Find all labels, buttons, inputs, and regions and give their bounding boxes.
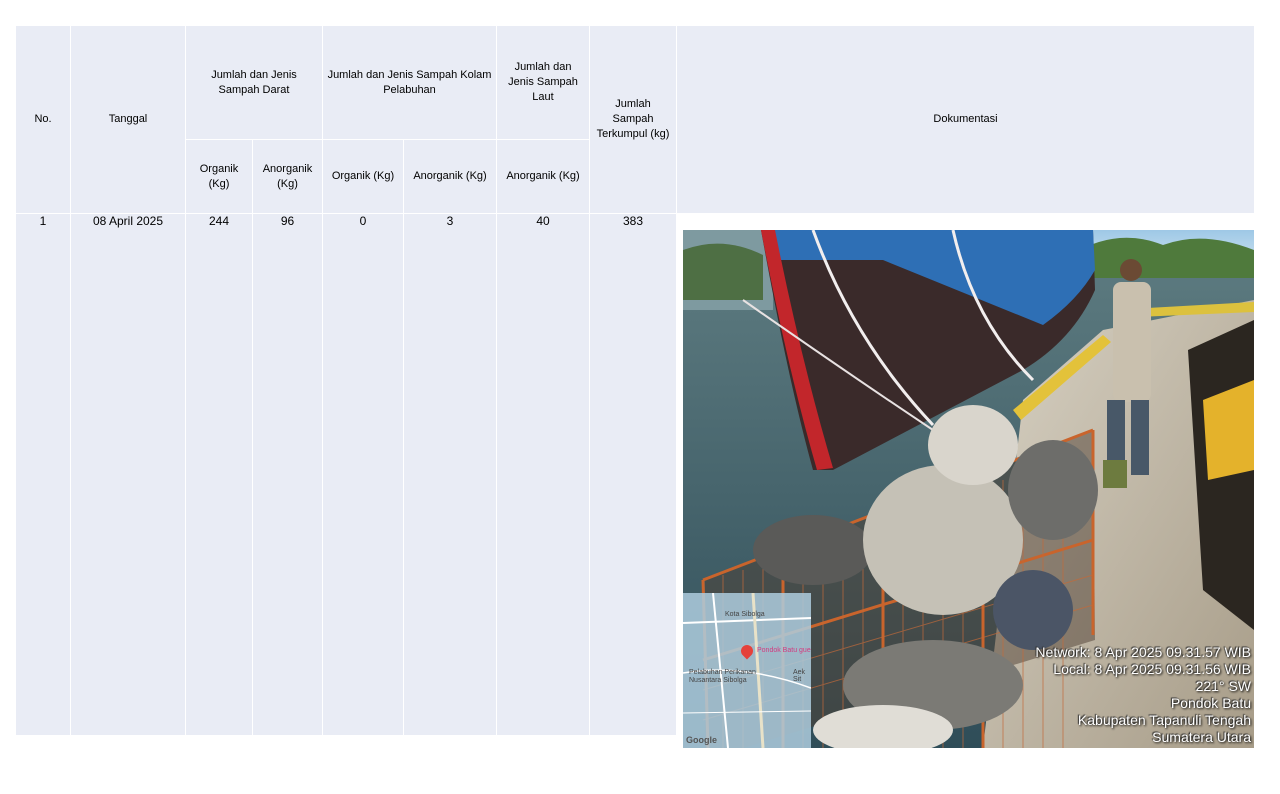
header-kolam-anorganik: Anorganik (Kg)	[404, 140, 496, 213]
header-dokumentasi: Dokumentasi	[677, 26, 1254, 213]
row-darat-anorganik: 96	[280, 214, 295, 228]
row-terkumpul: 383	[622, 214, 644, 228]
header-terkumpul: Jumlah Sampah Terkumpul (kg)	[590, 26, 676, 213]
map-label-city: Kota Sibolga	[725, 611, 765, 618]
body-col-darat-anorganik	[253, 214, 322, 735]
row-laut-anorganik: 40	[536, 214, 550, 228]
waste-report-table	[16, 26, 1254, 745]
body-col-tanggal	[71, 214, 185, 735]
location-minimap	[683, 593, 811, 748]
body-col-laut-anorganik	[497, 214, 589, 735]
body-col-kolam-organik	[323, 214, 403, 735]
body-col-kolam-anorganik	[404, 214, 496, 735]
header-kolam-organik: Organik (Kg)	[323, 140, 403, 213]
stamp-direction: 221° SW	[1195, 678, 1251, 694]
body-col-darat-organik	[186, 214, 252, 735]
stamp-place: Pondok Batu	[1170, 695, 1251, 711]
documentation-photo	[683, 230, 1254, 748]
gps-timestamp-stamp	[1035, 644, 1251, 746]
map-label-aek: Aek Sit	[793, 669, 806, 683]
header-kolam: Jumlah dan Jenis Sampah Kolam Pelabuhan	[323, 26, 496, 139]
row-no: 1	[39, 214, 47, 228]
header-tanggal: Tanggal	[71, 26, 185, 213]
header-darat-organik: Organik (Kg)	[186, 140, 252, 213]
header-laut: Jumlah dan Jenis Sampah Laut	[497, 26, 589, 139]
stamp-province: Sumatera Utara	[1152, 729, 1251, 745]
google-logo: Google	[686, 735, 717, 745]
header-laut-anorganik: Anorganik (Kg)	[497, 140, 589, 213]
body-col-terkumpul	[590, 214, 676, 735]
header-darat-anorganik: Anorganik (Kg)	[253, 140, 322, 213]
row-kolam-organik: 0	[359, 214, 367, 228]
map-label-pondok: Pondok Batu gue	[757, 647, 811, 654]
body-col-no	[16, 214, 70, 735]
row-tanggal: 08 April 2025	[92, 214, 164, 228]
row-darat-organik: 244	[208, 214, 230, 228]
stamp-network-time: Network: 8 Apr 2025 09.31.57 WIB	[1035, 644, 1251, 660]
map-label-pelabuhan: Pelabuhan Perikanan Nusantara Sibolga	[689, 669, 756, 684]
header-darat: Jumlah dan Jenis Sampah Darat	[186, 26, 322, 139]
stamp-regency: Kabupaten Tapanuli Tengah	[1077, 712, 1251, 728]
row-kolam-anorganik: 3	[446, 214, 454, 228]
stamp-local-time: Local: 8 Apr 2025 09.31.56 WIB	[1053, 661, 1251, 677]
header-no: No.	[16, 26, 70, 213]
